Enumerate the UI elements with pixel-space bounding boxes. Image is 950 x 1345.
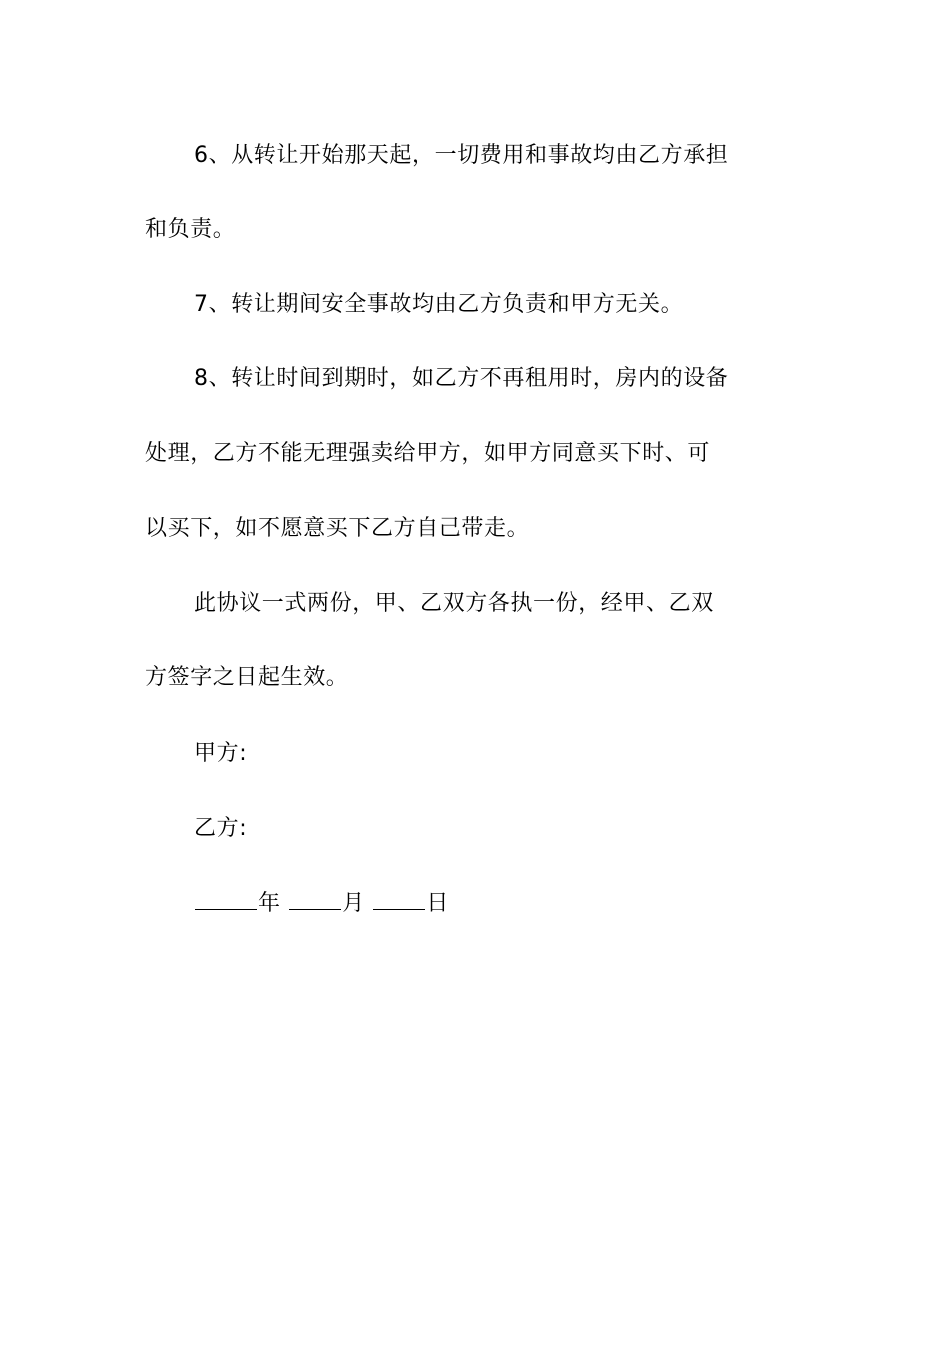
- clause-7-line-1: 7、转让期间安全事故均由乙方负责和甲方无关。: [194, 292, 684, 317]
- year-label: 年: [258, 891, 281, 916]
- closing-line-1: 此协议一式两份，甲、乙双方各执一份，经甲、乙双: [194, 591, 714, 616]
- party-a-label: 甲方:: [194, 741, 248, 766]
- clause-8-line-3: 以买下，如不愿意买下乙方自己带走。: [145, 516, 530, 541]
- month-label: 月: [342, 891, 365, 916]
- day-label: 日: [426, 891, 450, 916]
- clause-6-line-1: 6、从转让开始那天起，一切费用和事故均由乙方承担: [194, 143, 729, 168]
- clause-8-line-2: 处理，乙方不能无理强卖给甲方，如甲方同意买下时、可: [145, 441, 711, 466]
- day-blank: [373, 889, 425, 910]
- month-blank: [289, 889, 341, 910]
- closing-line-2: 方签字之日起生效。: [145, 665, 349, 690]
- clause-6-line-2: 和负责。: [145, 217, 236, 242]
- year-blank: [195, 889, 257, 910]
- party-b-label: 乙方:: [194, 816, 248, 841]
- clause-8-line-1: 8、转让时间到期时，如乙方不再租用时，房内的设备: [194, 366, 729, 391]
- date-line: [194, 889, 449, 918]
